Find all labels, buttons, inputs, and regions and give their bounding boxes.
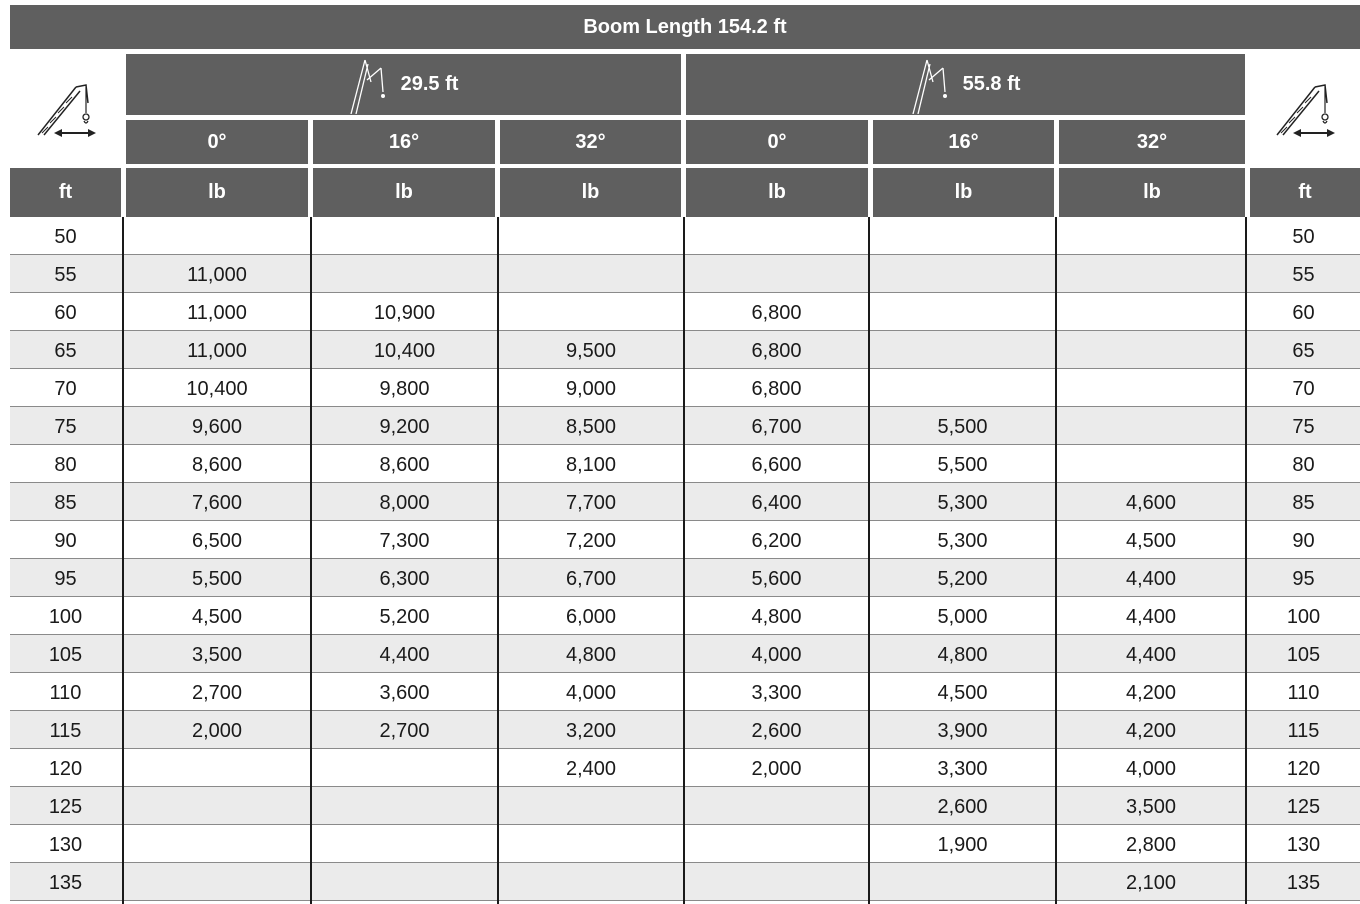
load-cell: 7,300	[379, 530, 430, 552]
radius-cell: 130	[48, 834, 83, 856]
load-cell: 2,600	[751, 720, 802, 742]
table-row	[10, 521, 1360, 559]
table-row	[10, 787, 1360, 825]
table-row	[10, 483, 1360, 521]
column-divider	[310, 217, 312, 904]
load-cell: 4,000	[751, 644, 802, 666]
load-cell	[870, 293, 1055, 330]
load-cell	[1057, 255, 1245, 292]
load-cell: 3,500	[1125, 796, 1177, 818]
load-cell: 6,500	[191, 530, 243, 552]
load-cell: 8,600	[191, 454, 243, 476]
radius-cell-right: 110	[1287, 682, 1320, 704]
radius-cell: 125	[48, 796, 83, 818]
radius-cell: 60	[54, 302, 77, 324]
load-cell	[499, 293, 683, 330]
load-cell: 10,900	[373, 302, 436, 324]
load-cell: 4,800	[937, 644, 988, 666]
radius-cell-right: 95	[1292, 568, 1315, 590]
load-cell: 7,700	[565, 492, 617, 514]
load-cell: 3,300	[937, 758, 988, 780]
load-cell: 5,000	[937, 606, 988, 628]
load-cell	[1057, 407, 1245, 444]
column-divider	[497, 217, 499, 904]
load-cell	[870, 217, 1055, 254]
load-cell: 9,200	[379, 416, 430, 438]
radius-cell-right: 60	[1292, 302, 1315, 324]
crane-radius-icon	[1273, 77, 1337, 143]
radius-cell: 50	[54, 226, 77, 248]
radius-cell-right: 90	[1292, 530, 1315, 552]
load-cell	[1057, 293, 1245, 330]
load-cell: 2,800	[1125, 834, 1177, 856]
load-cell	[685, 217, 868, 254]
radius-cell-right: 100	[1286, 606, 1321, 628]
load-cell: 4,400	[379, 644, 430, 666]
load-cell: 9,500	[565, 340, 617, 362]
load-cell: 2,000	[191, 720, 243, 742]
table-row	[10, 635, 1360, 673]
load-cell: 5,300	[937, 492, 988, 514]
load-cell: 4,400	[1125, 644, 1177, 666]
column-divider	[122, 217, 124, 904]
load-cell: 6,600	[751, 454, 802, 476]
radius-cell-right: 135	[1286, 872, 1321, 894]
load-cell	[1057, 445, 1245, 482]
table-row	[10, 825, 1360, 863]
radius-cell: 65	[54, 340, 77, 362]
angle-header: 16°	[873, 120, 1054, 164]
load-cell: 6,300	[379, 568, 430, 590]
load-cell	[499, 787, 683, 824]
load-cell: 5,500	[937, 454, 988, 476]
load-cell: 8,600	[379, 454, 430, 476]
load-unit-header: lb	[313, 168, 495, 217]
load-cell: 9,800	[379, 378, 430, 400]
radius-cell: 80	[54, 454, 77, 476]
jib-group-1	[126, 54, 681, 115]
load-cell: 6,800	[751, 378, 802, 400]
table-row	[10, 749, 1360, 787]
radius-cell: 100	[48, 606, 83, 628]
load-cell: 10,400	[186, 378, 248, 400]
table-row	[10, 255, 1360, 293]
load-cell: 6,700	[751, 416, 802, 438]
radius-cell-right: 50	[1292, 226, 1315, 248]
table-row	[10, 673, 1360, 711]
load-unit-header: lb	[686, 168, 868, 217]
load-cell	[499, 217, 683, 254]
table-row	[10, 217, 1360, 255]
load-cell: 6,000	[565, 606, 617, 628]
load-cell: 6,400	[751, 492, 802, 514]
load-cell: 4,000	[565, 682, 617, 704]
load-unit-header: lb	[1059, 168, 1245, 217]
angle-header: 0°	[686, 120, 868, 164]
load-cell	[685, 787, 868, 824]
radius-unit-header-right: ft	[1250, 168, 1360, 217]
angle-header: 16°	[313, 120, 495, 164]
load-cell: 11,000	[187, 264, 247, 286]
load-cell: 5,200	[937, 568, 988, 590]
column-divider	[683, 217, 685, 904]
load-cell: 5,300	[937, 530, 988, 552]
load-cell: 4,200	[1125, 682, 1177, 704]
column-divider	[1055, 217, 1057, 904]
load-cell: 8,100	[565, 454, 617, 476]
load-unit-header: lb	[500, 168, 681, 217]
radius-cell: 85	[54, 492, 77, 514]
radius-cell: 70	[54, 378, 77, 400]
load-cell	[312, 217, 497, 254]
load-cell	[312, 749, 497, 786]
load-cell	[312, 255, 497, 292]
load-cell: 8,500	[565, 416, 617, 438]
table-row	[10, 445, 1360, 483]
load-cell	[1057, 217, 1245, 254]
table-row	[10, 863, 1360, 901]
load-cell	[124, 825, 310, 862]
load-cell: 6,800	[751, 302, 802, 324]
load-cell: 2,700	[191, 682, 243, 704]
angle-header: 0°	[126, 120, 308, 164]
load-cell: 10,400	[373, 340, 436, 362]
load-cell: 3,300	[751, 682, 802, 704]
load-cell	[124, 863, 310, 900]
load-cell: 2,100	[1125, 872, 1177, 894]
radius-cell: 105	[48, 644, 83, 666]
table-body	[10, 217, 1360, 901]
radius-cell-right: 130	[1286, 834, 1321, 856]
radius-cell: 95	[54, 568, 77, 590]
load-unit-header: lb	[873, 168, 1054, 217]
load-cell: 2,400	[565, 758, 617, 780]
load-cell	[870, 863, 1055, 900]
jib-length-label: 29.5 ft	[400, 73, 459, 95]
load-cell: 5,600	[751, 568, 802, 590]
radius-cell: 55	[54, 264, 77, 286]
load-cell: 9,600	[191, 416, 243, 438]
jib-icon	[349, 56, 389, 114]
load-cell: 3,500	[191, 644, 243, 666]
load-cell: 4,200	[1125, 720, 1177, 742]
load-cell: 2,600	[937, 796, 988, 818]
radius-cell-right: 120	[1286, 758, 1321, 780]
load-cell	[499, 825, 683, 862]
radius-cell-right: 70	[1292, 378, 1315, 400]
table-row	[10, 559, 1360, 597]
table-row	[10, 597, 1360, 635]
radius-cell: 120	[48, 758, 83, 780]
load-cell: 7,200	[565, 530, 617, 552]
load-cell: 5,500	[937, 416, 988, 438]
load-cell	[312, 787, 497, 824]
radius-crane-icon-left	[10, 54, 121, 166]
radius-unit-header: ft	[10, 168, 121, 217]
radius-cell: 75	[54, 416, 77, 438]
load-cell: 6,800	[751, 340, 802, 362]
load-cell	[124, 749, 310, 786]
column-divider	[868, 217, 870, 904]
load-cell: 7,600	[191, 492, 243, 514]
load-cell	[870, 369, 1055, 406]
load-cell: 5,500	[191, 568, 243, 590]
table-row	[10, 369, 1360, 407]
radius-cell-right: 55	[1292, 264, 1315, 286]
radius-cell-right: 125	[1286, 796, 1321, 818]
load-cell	[124, 217, 310, 254]
load-cell: 1,900	[937, 834, 988, 856]
radius-cell: 90	[54, 530, 77, 552]
radius-cell-right: 85	[1292, 492, 1315, 514]
load-cell	[685, 255, 868, 292]
load-cell	[499, 863, 683, 900]
angle-header: 32°	[500, 120, 681, 164]
radius-cell-right: 105	[1286, 644, 1321, 666]
radius-cell: 115	[49, 720, 82, 742]
load-cell	[312, 863, 497, 900]
load-cell: 4,400	[1125, 606, 1177, 628]
radius-cell-right: 115	[1287, 720, 1320, 742]
load-cell	[499, 255, 683, 292]
load-cell: 8,000	[379, 492, 430, 514]
load-cell: 4,800	[565, 644, 617, 666]
jib-length-label: 55.8 ft	[962, 73, 1021, 95]
load-cell	[870, 255, 1055, 292]
load-cell: 2,000	[751, 758, 802, 780]
radius-cell: 110	[49, 682, 82, 704]
load-cell: 9,000	[565, 378, 617, 400]
load-cell	[1057, 369, 1245, 406]
load-cell: 4,500	[1125, 530, 1177, 552]
load-cell	[685, 863, 868, 900]
column-divider	[1245, 217, 1247, 904]
load-cell: 4,500	[191, 606, 243, 628]
load-cell	[124, 787, 310, 824]
load-cell: 3,200	[565, 720, 617, 742]
jib-icon	[911, 56, 951, 114]
load-cell: 2,700	[379, 720, 430, 742]
load-cell: 11,000	[187, 340, 247, 362]
crane-radius-icon	[34, 77, 98, 143]
load-cell: 4,600	[1125, 492, 1177, 514]
load-unit-header: lb	[126, 168, 308, 217]
angle-header: 32°	[1059, 120, 1245, 164]
table-row	[10, 711, 1360, 749]
jib-group-2	[686, 54, 1245, 115]
load-cell: 4,800	[751, 606, 802, 628]
load-cell: 4,000	[1125, 758, 1177, 780]
load-cell: 6,200	[751, 530, 802, 552]
load-cell: 6,700	[565, 568, 617, 590]
load-cell: 5,200	[379, 606, 430, 628]
load-cell: 4,400	[1125, 568, 1177, 590]
load-cell: 11,000	[187, 302, 247, 324]
table-row	[10, 407, 1360, 445]
load-cell	[1057, 331, 1245, 368]
radius-cell-right: 65	[1292, 340, 1315, 362]
table-row	[10, 331, 1360, 369]
load-cell: 3,600	[379, 682, 430, 704]
radius-cell-right: 75	[1292, 416, 1315, 438]
table-title: Boom Length 154.2 ft	[10, 5, 1360, 49]
radius-cell-right: 80	[1292, 454, 1315, 476]
radius-crane-icon-right	[1250, 54, 1360, 166]
load-cell: 3,900	[937, 720, 988, 742]
load-cell	[870, 331, 1055, 368]
table-row	[10, 293, 1360, 331]
load-cell	[685, 825, 868, 862]
load-cell: 4,500	[937, 682, 988, 704]
load-cell	[312, 825, 497, 862]
radius-cell: 135	[48, 872, 83, 894]
